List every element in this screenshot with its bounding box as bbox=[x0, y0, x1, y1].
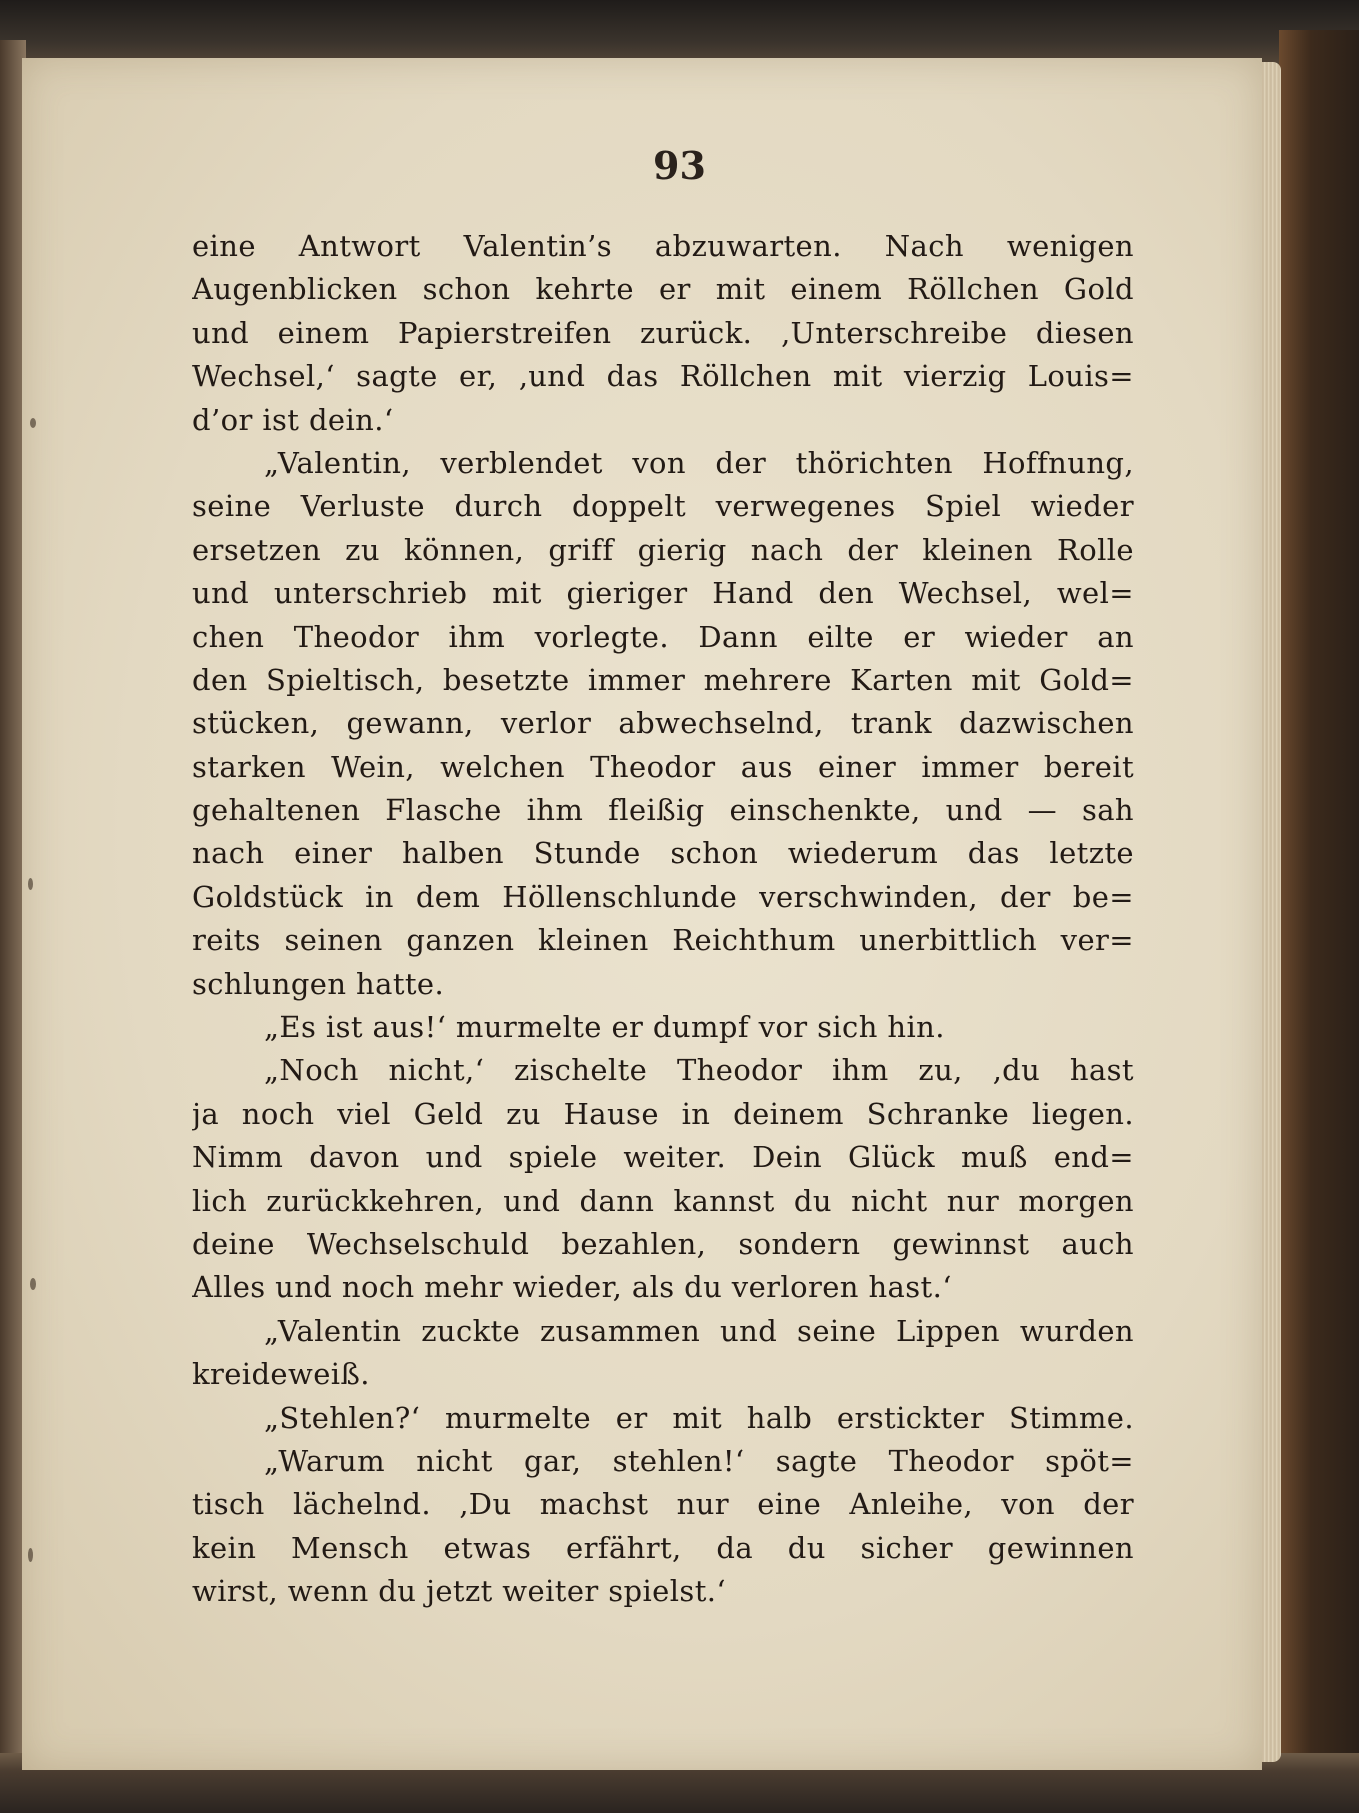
text-line: „Noch nicht,‘ zischelte Theodor ihm zu, ‚du hast bbox=[264, 1053, 1134, 1088]
text-line: „Stehlen?‘ murmelte er mit halb erstickter Stimme. bbox=[264, 1400, 1134, 1435]
text-line: ja noch viel Geld zu Hause in deinem Schranke liegen. bbox=[192, 1096, 1134, 1131]
text-line: Augenblicken schon kehrte er mit einem Röllchen Gold bbox=[192, 272, 1134, 307]
text-line: deine Wechselschuld bezahlen, sondern gewinnst auch bbox=[192, 1226, 1134, 1261]
page-number: 93 bbox=[653, 143, 706, 188]
text-line: eine Antwort Valentin’s abzuwarten. Nach wenigen bbox=[192, 229, 1134, 263]
text-line: „Valentin, verblendet von der thörichten Hoffnung, bbox=[264, 445, 1134, 480]
text-line: kein Mensch etwas erfährt, da du sicher gewinnen bbox=[192, 1530, 1134, 1565]
text-line: chen Theodor ihm vorlegte. Dann eilte er wieder an bbox=[192, 619, 1134, 654]
text-line: seine Verluste durch doppelt verwegenes Spiel wieder bbox=[192, 489, 1134, 524]
text-line: und unterschrieb mit gieriger Hand den Wechsel, wel= bbox=[192, 576, 1134, 611]
text-line: reits seinen ganzen kleinen Reichthum unerbittlich ver= bbox=[192, 923, 1134, 958]
text-line: Goldstück in dem Höllenschlunde verschwinden, der be= bbox=[192, 879, 1134, 914]
text-line: Wechsel,‘ sagte er, ‚und das Röllchen mit vierzig Louis= bbox=[192, 359, 1134, 394]
text-line: kreideweiß. bbox=[192, 1357, 370, 1392]
text-line: und einem Papierstreifen zurück. ‚Unterschreibe diesen bbox=[192, 315, 1134, 350]
text-line: wirst, wenn du jetzt weiter spielst.‘ bbox=[192, 1574, 726, 1609]
text-line: gehaltenen Flasche ihm fleißig einschenkte, und — sah bbox=[192, 793, 1134, 828]
body-text bbox=[192, 225, 1134, 1614]
text-line: schlungen hatte. bbox=[192, 966, 445, 1001]
text-line: Alles und noch mehr wieder, als du verloren hast.‘ bbox=[192, 1270, 952, 1305]
text-line: „Es ist aus!‘ murmelte er dumpf vor sich hin. bbox=[264, 1010, 945, 1045]
text-line: „Valentin zuckte zusammen und seine Lippen wurden bbox=[264, 1313, 1134, 1348]
book-cover-right-edge bbox=[1279, 30, 1359, 1813]
paper-blemish bbox=[30, 1278, 36, 1290]
text-line: den Spieltisch, besetzte immer mehrere Karten mit Gold= bbox=[192, 662, 1134, 697]
text-line: nach einer halben Stunde schon wiederum das letzte bbox=[192, 836, 1134, 871]
text-line: Nimm davon und spiele weiter. Dein Glück muß end= bbox=[192, 1140, 1134, 1175]
text-line: stücken, gewann, verlor abwechselnd, trank dazwischen bbox=[192, 706, 1134, 741]
text-line: ersetzen zu können, griff gierig nach der kleinen Rolle bbox=[192, 532, 1134, 567]
text-line: lich zurückkehren, und dann kannst du nicht nur morgen bbox=[192, 1183, 1134, 1218]
paper-blemish bbox=[30, 418, 36, 428]
text-line: „Warum nicht gar, stehlen!‘ sagte Theodor spöt= bbox=[264, 1443, 1134, 1478]
text-line: tisch lächelnd. ‚Du machst nur eine Anleihe, von der bbox=[192, 1487, 1134, 1522]
paper-blemish bbox=[28, 1548, 33, 1562]
text-line: d’or ist dein.‘ bbox=[192, 402, 394, 437]
text-line: starken Wein, welchen Theodor aus einer immer bereit bbox=[192, 749, 1134, 784]
paper-blemish bbox=[28, 878, 33, 890]
